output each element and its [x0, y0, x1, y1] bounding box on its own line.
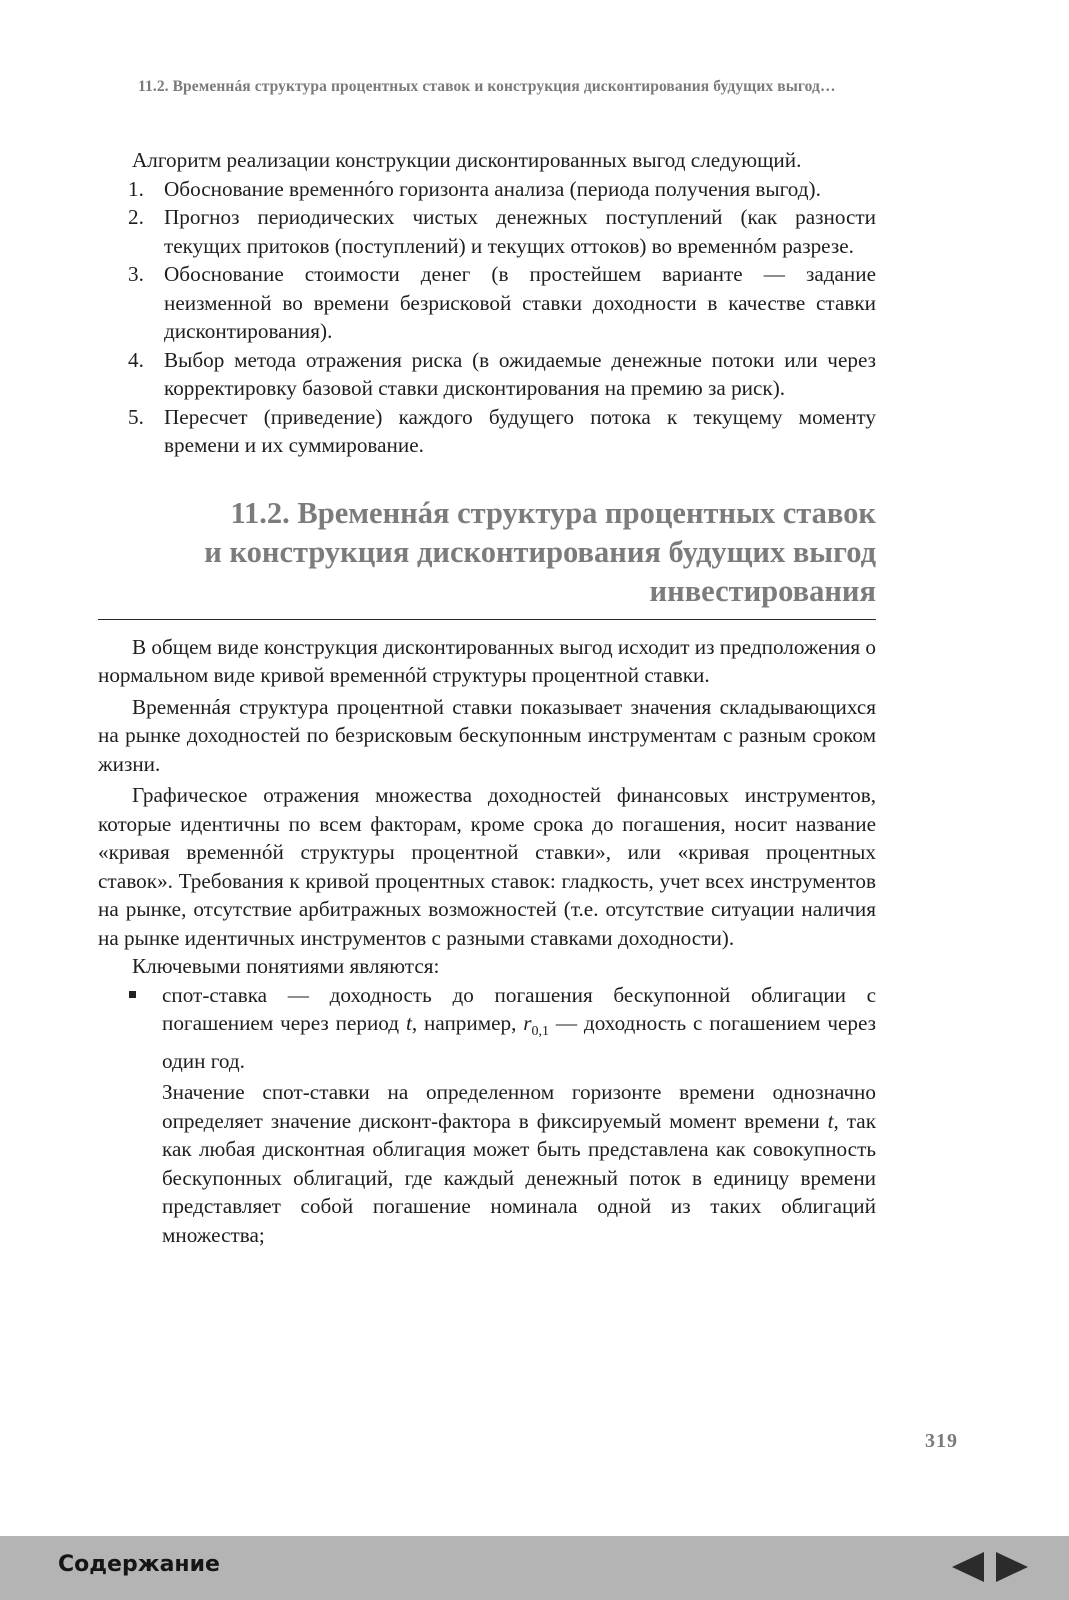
algorithm-step-1: [98, 175, 876, 204]
section-title-line: инвестирования: [649, 573, 876, 608]
term-text: , так как любая дисконтная облигация может быть представлена как совокупность бескупонных облигаций, где каждый денежный поток в единицу времени представляет собой погашение номинала одной из таких облигаций множества;: [162, 1108, 876, 1247]
algorithm-step-4: [98, 346, 876, 403]
triangle-right-icon: [994, 1550, 1030, 1584]
section-title-line: и конструкция дисконтирования будущих выгод: [204, 534, 876, 569]
algorithm-steps-list: [98, 175, 876, 460]
step-text: Прогноз периодических чистых денежных поступлений (как разности текущих притоков (поступлений) и текущих оттоков) во временнóм разрезе.: [164, 205, 876, 258]
body-paragraph: Временнáя структура процентной ставки показывает значения складывающихся на рынке доходностей по безрисковым бескупонным инструментам с разным сроком жизни.: [98, 694, 876, 776]
table-of-contents-link[interactable]: Содержание: [58, 1552, 220, 1577]
section-title-line: 11.2. Временнáя структура процентных ставок: [230, 495, 876, 530]
algorithm-step-2: [98, 203, 876, 260]
term-continuation: [162, 1078, 876, 1249]
variable-t: t: [405, 1011, 412, 1035]
triangle-left-icon: [950, 1550, 986, 1584]
body-paragraph: Ключевыми понятиями являются:: [132, 954, 440, 978]
step-number: 5.: [128, 404, 144, 429]
previous-page-button[interactable]: [950, 1550, 986, 1584]
list-item: [98, 981, 876, 1250]
intro-lead: Алгоритм реализации конструкции дисконтированных выгод следующий.: [132, 148, 802, 172]
variable-r: r: [523, 1011, 532, 1035]
square-bullet-icon: [129, 991, 136, 998]
step-number: 1.: [128, 176, 144, 201]
navigation-bar: [0, 1536, 1069, 1600]
step-text: Выбор метода отражения риска (в ожидаемые денежные потоки или через корректировку базовой ставки дисконтирования на премию за риск).: [164, 347, 876, 400]
page-number: 319: [925, 1430, 958, 1452]
term-text: спот-ставка — доходность до погашения бескупонной облигации с погашением через период: [162, 982, 876, 1035]
body-paragraph: В общем виде конструкция дисконтированных выгод исходит из предположения о нормальном виде кривой временнóй структуры процентной ставки.: [98, 634, 877, 687]
section-title: [98, 494, 876, 611]
step-text: Пересчет (приведение) каждого будущего потока к текущему моменту времени и их суммирование.: [164, 404, 876, 457]
step-number: 3.: [128, 262, 144, 286]
step-text: Обоснование временнóго горизонта анализа (периода получения выгод).: [164, 176, 821, 201]
term-text: — доходность с погашением через один год.: [162, 1011, 877, 1073]
next-page-button[interactable]: [994, 1550, 1030, 1584]
step-text: Обоснование стоимости денег (в простейшем варианте — задание неизменной во времени безрисковой ставки доходности в качестве ставки дисконтирования).: [164, 262, 876, 343]
page-body: [98, 146, 876, 1249]
algorithm-step-5: [98, 403, 876, 460]
body-paragraph: Графическое отражения множества доходностей финансовых инструментов, которые идентичны по всем факторам, кроме срока до погашения, носит название «кривая временнóй структуры процентной ставки», или «кривая процентных ставок». Требования к кривой процентных ставок: гладкость, учет всех инструментов на рынке, отсутствие арбитражных возможностей (т.е. отсутствие ситуации наличия на рынке идентичных инструментов с разными ставками доходности).: [98, 783, 876, 950]
step-number: 4.: [128, 347, 144, 372]
section-divider: [98, 619, 876, 620]
term-text: Значение спот-ставки на определенном горизонте времени однозначно определяет значение дисконт-фактора в фиксируемый момент времени: [162, 1080, 876, 1133]
variable-t: t: [827, 1108, 834, 1133]
running-head: 11.2. Временнáя структура процентных ставок и конструкция дисконтирования будущих выгод…: [138, 78, 836, 95]
variable-subscript: 0,1: [531, 1024, 550, 1040]
term-text: , например,: [411, 1011, 524, 1035]
algorithm-step-3: [98, 260, 876, 346]
key-terms-list: [98, 981, 876, 1250]
term-definition: [162, 981, 876, 1076]
step-number: 2.: [128, 205, 144, 229]
